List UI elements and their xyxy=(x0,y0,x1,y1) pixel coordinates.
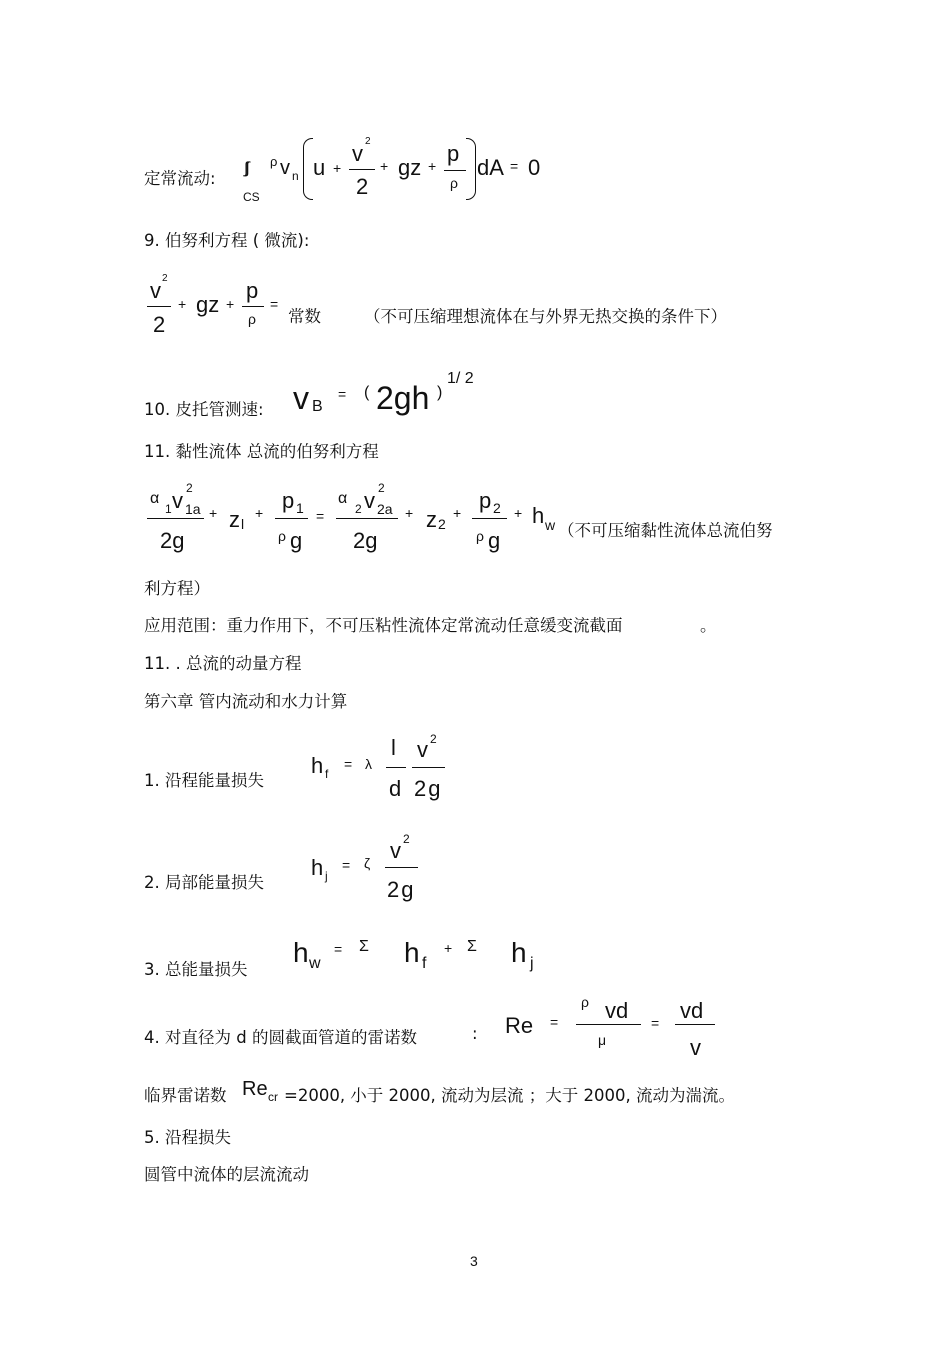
square-superscript: 2 xyxy=(186,481,193,495)
mu-symbol: μ xyxy=(598,1032,607,1048)
bernoulli-heading: 9. 伯努利方程 ( 微流): xyxy=(144,231,310,250)
reynolds-Re: Re xyxy=(505,1013,534,1038)
plus-sign: + xyxy=(453,505,462,521)
sigma-symbol: Σ xyxy=(467,938,477,955)
subscript-j: j xyxy=(325,869,328,883)
plus-sign: + xyxy=(380,158,389,174)
velocity-v: v xyxy=(417,737,428,762)
internal-energy-u: u xyxy=(313,155,326,180)
viscous-note: （不可压缩黏性流体总流伯努 xyxy=(558,521,773,540)
zero: 0 xyxy=(528,155,541,180)
length-l: l xyxy=(391,735,396,760)
two-g: 2g xyxy=(414,776,443,801)
subscript-cr: cr xyxy=(268,1090,278,1104)
equals-sign: = xyxy=(550,1014,559,1030)
fraction-bar xyxy=(472,518,507,519)
exponent-half: 1/ 2 xyxy=(447,370,474,387)
diameter-d: d xyxy=(389,776,402,801)
denominator-two: 2 xyxy=(356,174,369,199)
right-paren: ) xyxy=(437,384,443,401)
head-loss-h: h xyxy=(532,503,545,528)
plus-sign: + xyxy=(405,505,414,521)
subscript-w: w xyxy=(309,955,321,972)
left-paren: ( xyxy=(364,384,370,401)
plus-sign: + xyxy=(444,940,453,956)
steady-flow-label: 定常流动: xyxy=(144,169,216,188)
viscous-bernoulli-heading: 11. 黏性流体 总流的伯努利方程 xyxy=(144,442,379,461)
square-superscript: 2 xyxy=(430,732,437,746)
gravity-g: g xyxy=(488,528,501,553)
velocity-symbol: v xyxy=(280,157,290,179)
head-h: h xyxy=(404,937,420,968)
head-h: h xyxy=(511,937,527,968)
subscript-two: 2 xyxy=(355,502,362,516)
critical-reynolds-description: =2000, 小于 2000, 流动为层流 ；大于 2000, 流动为湍流。 xyxy=(284,1086,736,1105)
pitot-label: 10. 皮托管测速: xyxy=(144,400,264,419)
subscript-B: B xyxy=(312,398,323,415)
square-superscript: 2 xyxy=(365,136,371,147)
two-g: 2g xyxy=(387,877,416,902)
plus-sign: + xyxy=(514,505,523,521)
colon: : xyxy=(472,1024,478,1043)
gz-term: gz xyxy=(398,155,422,180)
page-number: 3 xyxy=(470,1253,478,1269)
alpha-symbol: α xyxy=(338,490,348,507)
fraction-bar xyxy=(349,169,375,170)
dA-term: dA xyxy=(477,155,504,180)
plus-sign: + xyxy=(226,296,235,312)
plus-sign: + xyxy=(255,505,264,521)
subscript-two: 2 xyxy=(493,500,501,516)
fraction-bar xyxy=(336,518,398,519)
velocity-v: v xyxy=(364,488,375,513)
subscript-j: j xyxy=(530,955,534,972)
head-h: h xyxy=(311,855,324,880)
left-paren xyxy=(303,138,313,200)
viscous-note-continued: 利方程） xyxy=(144,579,210,598)
two-g: 2g xyxy=(160,528,185,553)
square-superscript: 2 xyxy=(403,832,410,846)
right-paren xyxy=(466,138,476,200)
fraction-bar xyxy=(242,306,264,307)
subscript-l: l xyxy=(241,516,245,532)
v-numerator: v xyxy=(150,278,161,303)
momentum-heading: 11. . 总流的动量方程 xyxy=(144,654,302,673)
fraction-bar xyxy=(412,767,445,768)
reynolds-label: 4. 对直径为 d 的圆截面管道的雷诺数 xyxy=(144,1028,417,1047)
pressure-p: p xyxy=(447,141,460,166)
head-h: h xyxy=(311,753,324,778)
vd-numerator: vd xyxy=(605,998,629,1023)
critical-reynolds-label: 临界雷诺数 xyxy=(144,1086,227,1105)
application-scope: 应用范围：重力作用下，不可压粘性流体定常流动任意缓变流截面 xyxy=(144,616,623,635)
subscript-1a: 1a xyxy=(185,501,201,517)
equals-sign: = xyxy=(344,756,353,772)
subscript-f: f xyxy=(422,955,427,972)
fraction-bar xyxy=(385,867,418,868)
subscript-f: f xyxy=(325,767,329,781)
pressure-p: p xyxy=(246,278,259,303)
reynolds-Re: Re xyxy=(242,1078,268,1100)
rho-symbol: ρ xyxy=(581,994,589,1010)
equals-sign: = xyxy=(316,508,325,524)
pressure-p: p xyxy=(282,488,295,513)
two-gh: 2gh xyxy=(376,380,430,416)
v-numerator: v xyxy=(352,141,363,166)
fraction-bar xyxy=(275,518,308,519)
head-h: h xyxy=(293,937,309,968)
subscript-2a: 2a xyxy=(377,501,393,517)
fraction-bar xyxy=(147,518,204,519)
velocity-v: v xyxy=(293,380,309,416)
subscript-one: 1 xyxy=(165,502,172,516)
laminar-flow-heading: 圆管中流体的层流流动 xyxy=(144,1165,309,1184)
fraction-bar xyxy=(444,170,466,171)
square-superscript: 2 xyxy=(378,481,385,495)
rho-denominator: ρ xyxy=(248,311,256,327)
friction-loss-label: 1. 沿程能量损失 xyxy=(144,771,264,790)
alpha-symbol: α xyxy=(150,490,160,507)
subscript-two: 2 xyxy=(438,516,446,532)
rho-symbol: ρ xyxy=(270,154,278,169)
constant-label: 常数 xyxy=(288,307,321,326)
total-loss-label: 3. 总能量损失 xyxy=(144,960,248,979)
equals-sign: = xyxy=(342,857,351,873)
fraction-bar xyxy=(576,1024,641,1025)
rho-symbol: ρ xyxy=(476,528,484,544)
equals-sign: = xyxy=(338,386,347,402)
plus-sign: + xyxy=(428,158,437,174)
control-surface-label: CS xyxy=(243,190,260,204)
fraction-bar xyxy=(386,767,406,768)
bernoulli-condition-note: （不可压缩理想流体在与外界无热交换的条件下） xyxy=(364,307,727,326)
rho-symbol: ρ xyxy=(278,528,286,544)
kinematic-viscosity-v: v xyxy=(690,1035,701,1060)
gravity-g: g xyxy=(290,528,303,553)
fraction-bar xyxy=(147,306,171,307)
rho-denominator: ρ xyxy=(450,175,458,191)
elevation-z: z xyxy=(229,507,240,532)
chapter-six-title: 第六章 管内流动和水力计算 xyxy=(144,692,348,711)
plus-sign: + xyxy=(209,505,218,521)
plus-sign: + xyxy=(178,296,187,312)
pressure-p: p xyxy=(479,488,492,513)
plus-sign: + xyxy=(333,160,342,176)
subscript-w: w xyxy=(545,517,556,533)
equals-sign: = xyxy=(270,296,279,312)
lambda-symbol: λ xyxy=(365,756,372,772)
subscript-one: 1 xyxy=(296,500,304,516)
friction-loss-heading: 5. 沿程损失 xyxy=(144,1128,231,1147)
scope-period: 。 xyxy=(700,616,717,635)
equals-sign: = xyxy=(510,158,519,174)
vd-numerator: vd xyxy=(680,998,704,1023)
square-superscript: 2 xyxy=(162,273,168,284)
zeta-symbol: ζ xyxy=(364,855,371,871)
integral-sign: ∫∫ xyxy=(244,160,247,177)
velocity-v: v xyxy=(390,838,401,863)
normal-subscript: n xyxy=(292,169,299,183)
denominator-two: 2 xyxy=(153,312,166,337)
local-loss-label: 2. 局部能量损失 xyxy=(144,873,264,892)
elevation-z: z xyxy=(426,507,437,532)
fraction-bar xyxy=(675,1024,715,1025)
sigma-symbol: Σ xyxy=(359,938,369,955)
velocity-v: v xyxy=(172,488,183,513)
equals-sign: = xyxy=(651,1015,660,1031)
equals-sign: = xyxy=(334,941,343,957)
gz-term: gz xyxy=(196,292,220,317)
two-g: 2g xyxy=(353,528,378,553)
